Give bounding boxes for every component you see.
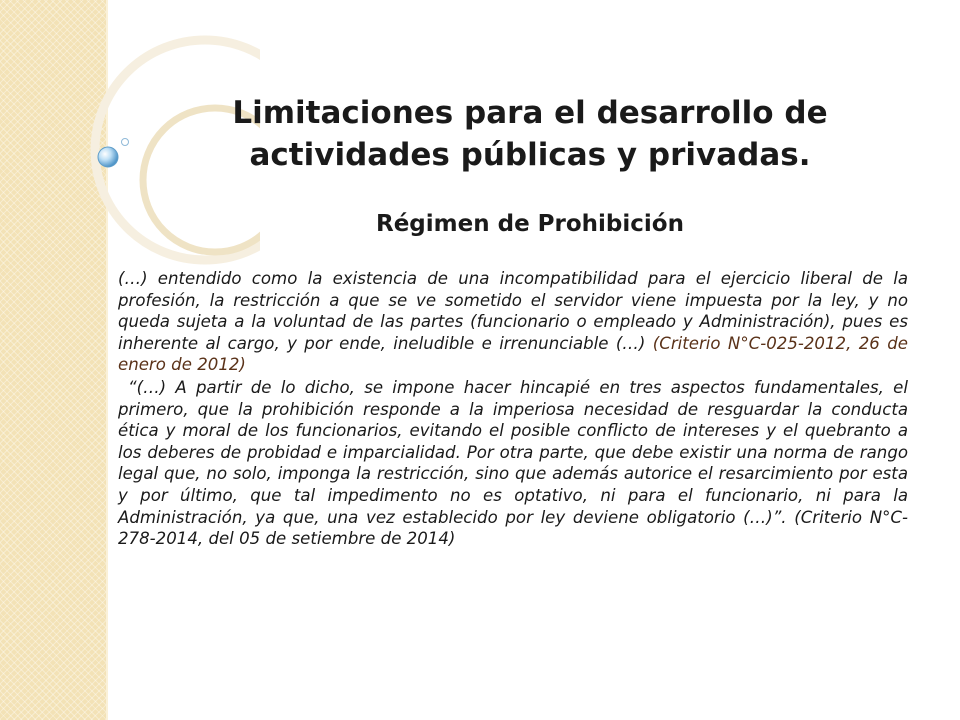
blue-bubble xyxy=(98,147,118,167)
body-text xyxy=(118,268,908,550)
paragraph-1 xyxy=(118,268,908,376)
slide-subtitle: Régimen de Prohibición xyxy=(376,211,684,237)
tiny-bubble xyxy=(122,139,129,146)
slide-title: Limitaciones para el desarrollo de actividades públicas y privadas. xyxy=(232,95,828,173)
paragraph-1-citation: (Criterio N°C-025-2012, 26 de enero de 2012) xyxy=(118,333,908,375)
paragraph-2: “(…) A partir de lo dicho, se impone hacer hincapié en tres aspectos fundamentales, el primero, que la prohibición responde a la imperiosa necesidad de resguardar la conducta ética y moral de los funcionarios, evitando el posible conflicto de intereses y el quebranto a los deberes de probidad e imparcialidad. Por otra parte, que debe existir una norma de rango legal que, no solo, imponga la restricción, sino que además autorice el resarcimiento por esta y por último, que tal impedimento no es optativo, ni para el funcionario, ni para la Administración, ya que, una vez establecido por ley deviene obligatorio (…)”. (Criterio N°C-278-2014, del 05 de setiembre de 2014) xyxy=(118,377,908,549)
paragraph-1-text: (…) entendido como la existencia de una incompatibilidad para el ejercicio liberal de la profesión, la restricción a que se ve sometido el servidor viene impuesta por la ley, y no queda sujeta a la voluntad de las partes (funcionario o empleado y Administración), pues es inherente al cargo, y por ende, ineludible e irrenunciable (…) xyxy=(118,269,908,353)
